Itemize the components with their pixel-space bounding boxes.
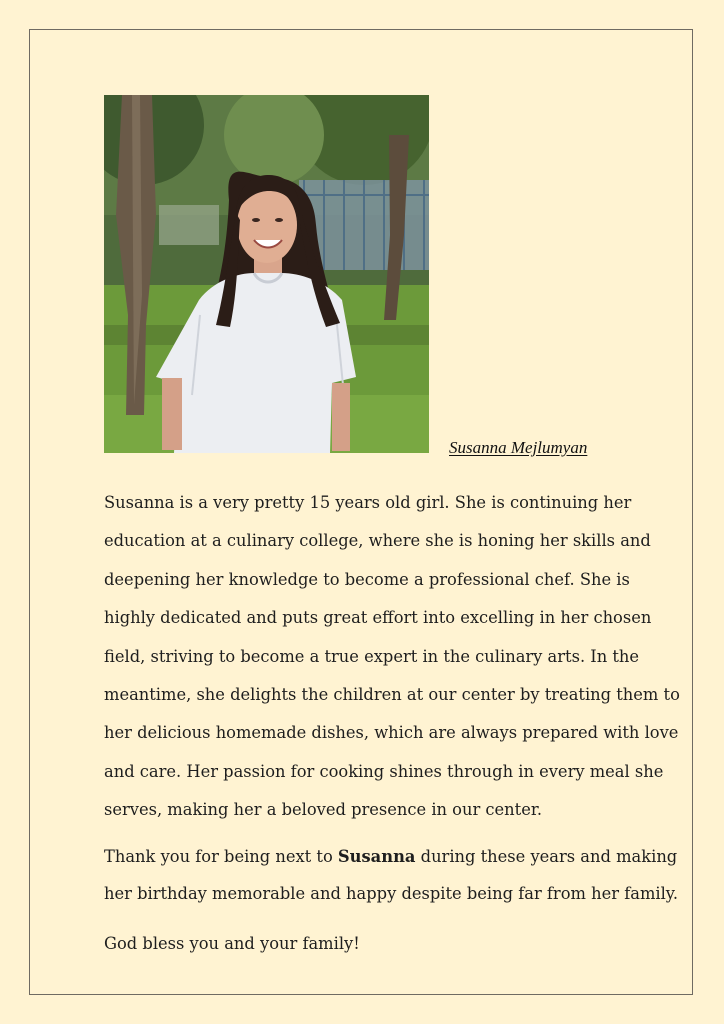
portrait-photo: [104, 95, 429, 453]
thanks-paragraph: [104, 838, 684, 912]
thanks-text-after: during these years and making her birthday memorable and happy despite being far from her family.: [104, 847, 679, 903]
person-name-caption: Susanna Mejlumyan: [449, 438, 588, 457]
highlighted-name: Susanna: [337, 847, 416, 866]
closing-blessing: God bless you and your family!: [104, 934, 360, 953]
story-paragraph: Susanna is a very pretty 15 years old girl. She is continuing her education at a culinary college, where she is honing her skills and deepening her knowledge to become a professional chef. She is highly dedicated and puts great effort into excelling in her chosen field, striving to become a true expert in the culinary arts. In the meantime, she delights the children at our center by treating them to her delicious homemade dishes, which are always prepared with love and care. Her passion for cooking shines through in every meal she serves, making her a beloved presence in our center.: [104, 493, 680, 820]
thanks-text-before: Thank you for being next to: [104, 847, 338, 866]
